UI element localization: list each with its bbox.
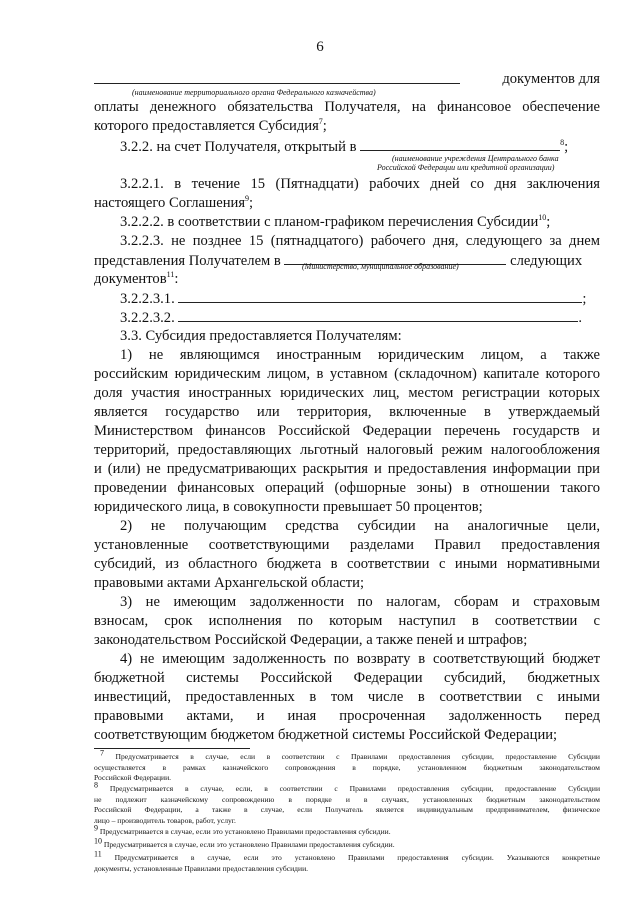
blank-treasury-name[interactable] [94, 70, 460, 84]
line-3-2-2-3-2: 3.2.2.3.2. . [120, 310, 583, 326]
p1-line-1: 1) не являющимся иностранным юридическим лицом, а также [120, 347, 600, 363]
line-2: оплаты денежного обязательства Получателя, на финансовое обеспечение [94, 99, 600, 115]
p3-line-1: 3) не имеющим задолженности по налогам, сборам и страховым [120, 594, 600, 610]
line-3: которого предоставляется Субсидия$^7$; [94, 117, 327, 134]
p2-line-2: установленные соответствующими разделами Правил предоставления [94, 537, 600, 553]
footnote-9: $^9$ Предусматривается в случае, если это установлено Правилами предоставления субсидии. [94, 823, 391, 836]
footnote-10: $^{10}$ Предусматривается в случае, если это установлено Правилами предоставления субсидии. [94, 836, 395, 849]
p4-line-2: бюджетной системы Российской Федерации субсидий, бюджетных [94, 670, 600, 686]
p3-line-3: законодательством Российской Федерации, а также пеней и штрафов; [94, 632, 528, 648]
p1-line-2: российским юридическим лицом, в уставном (складочном) капитале которого [94, 366, 600, 382]
footnote-11: $^{11}$ Предусматривается в случае, если это установлено Правилами предоставления субсидии. Указываются конкретные документы, установленные Правилами предоставления субсидии. [94, 849, 600, 873]
caption-treasury: (наименование территориального органа Федерального казначейства) [132, 88, 376, 97]
p2-line-4: правовыми актами Архангельской области; [94, 575, 365, 591]
p4-line-4: правовыми актами, и иная просроченная задолженность перед [94, 708, 600, 724]
line-3-2-2-1: 3.2.2.1. в течение 15 (Пятнадцати) рабочих дней со дня заключения [120, 176, 600, 192]
footnote-7: $^7$ Предусматривается в случае, если в соответствии с Правилами предоставления субсидии, предоставление Субсидии осуществляется в рамках казначейского сопровождения в порядке, установленном бюджетным законодательством Российской Федерации. [94, 748, 600, 782]
blank-bank-name[interactable] [360, 137, 560, 151]
line-3-2-2-3: 3.2.2.3. не позднее 15 (пятнадцатого) рабочего дня, следующего за днем [120, 233, 600, 249]
p1-line-3: доля участия иностранных юридических лиц, местом регистрации которых [94, 385, 600, 401]
section-3-3-heading: 3.3. Субсидия предоставляется Получателям: [120, 328, 402, 344]
line-3-2-2: 3.2.2. на счет Получателя, открытый в $^8$; [120, 138, 569, 155]
p1-line-7: и (или) не предусматривающих раскрытия и предоставления информации при [94, 461, 600, 477]
line-3-2-2-2: 3.2.2.2. в соответствии с планом-графиком перечисления Субсидии$^{10}$; [120, 213, 551, 230]
p4-line-3: инвестиций, предоставленных в том числе в соответствии с иными [94, 689, 600, 705]
p3-line-2: взносам, срок исполнения по которым наступил в соответствии с [94, 613, 600, 629]
p1-line-6: территорий, предоставляющих льготный налоговый режим налогообложения [94, 442, 600, 458]
line-submission: представления Получателем в следующих [94, 253, 583, 269]
p4-line-1: 4) не имеющим задолженность по возврату в соответствующий бюджет [120, 651, 600, 667]
line-treasury: документов для [94, 70, 600, 89]
blank-document-2[interactable] [178, 308, 578, 322]
line-documents: документов$^{11}$: [94, 270, 179, 287]
p4-line-5: соответствующим бюджетом бюджетной системы Российской Федерации; [94, 727, 558, 743]
p2-line-1: 2) не получающим средства субсидии на аналогичные цели, [120, 518, 600, 534]
p1-line-5: Министерством финансов Российской Федерации перечень государств и [94, 423, 600, 439]
caption-bank-2: Российской Федерации или кредитной организации) [377, 163, 555, 172]
caption-bank-1: (наименование учреждения Центрального банка [392, 154, 559, 163]
p1-line-4: является государство или территория, включенные в утверждаемый [94, 404, 600, 420]
blank-document-1[interactable] [178, 289, 582, 303]
footnote-8: $^8$ Предусматривается в случае, если, в соответствии с Правилами предоставления субсидии, предоставление Субсидии не подлежит казначейскому сопровождению в порядке и в случаях, установленных бюджетным законодательством Российской Федерации, а также в случае, если Получатель является индивидуальным предпринимателем, физическое лицо – производитель товаров, работ, услуг. [94, 780, 601, 825]
caption-ministry: (Министерство, муниципальное образование) [302, 262, 459, 271]
line-agreement: настоящего Соглашения$^9$; [94, 194, 254, 211]
p2-line-3: субсидий, из областного бюджета в соответствии с иными нормативными [94, 556, 600, 572]
p1-line-9: юридического лица, в совокупности превышает 50 процентов; [94, 499, 483, 515]
footnote-separator [94, 748, 250, 749]
p1-line-8: проведении финансовых операций (офшорные зоны) в отношении такого [94, 480, 600, 496]
line-3-2-2-3-1: 3.2.2.3.1. ; [120, 291, 587, 307]
page-number: 6 [316, 39, 324, 55]
